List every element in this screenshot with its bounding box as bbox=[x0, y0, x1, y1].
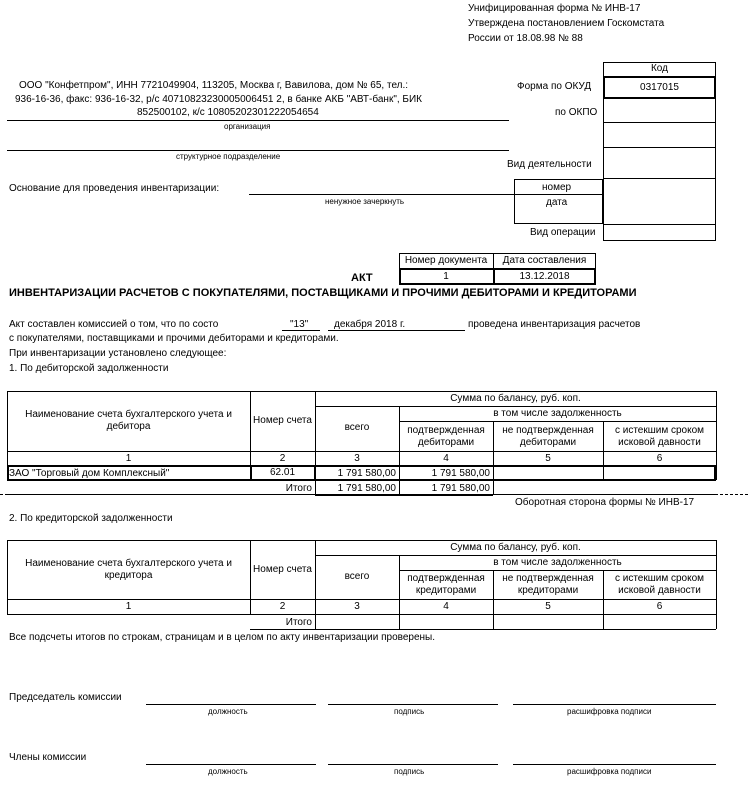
t1-num-1: 1 bbox=[125, 452, 132, 464]
chairman-signature-line[interactable] bbox=[328, 704, 498, 705]
t2-col-expired: с истекшим сроком исковой давности bbox=[614, 573, 705, 596]
chairman-decoding-line[interactable] bbox=[513, 704, 716, 705]
t1-row-unconfirmed bbox=[493, 466, 603, 480]
t1-col-sum: Сумма по балансу, руб. коп. bbox=[450, 393, 581, 404]
subdivision-caption: структурное подразделение bbox=[176, 152, 281, 161]
doc-date: 13.12.2018 bbox=[519, 270, 570, 282]
member-signature-caption: подпись bbox=[394, 767, 425, 776]
t1-num-3: 3 bbox=[354, 452, 360, 464]
act-title: ИНВЕНТАРИЗАЦИИ РАСЧЕТОВ С ПОКУПАТЕЛЯМИ, ПОСТАВЩИКАМИ И ПРОЧИМИ ДЕБИТОРАМИ И КРЕДИТОРАМИ bbox=[9, 287, 637, 299]
t2-col-unconfirmed: не подтвержденная кредиторами bbox=[502, 573, 594, 596]
t1-num-6: 6 bbox=[656, 452, 663, 464]
t2-num-5: 5 bbox=[545, 601, 551, 612]
t1-col-total: всего bbox=[344, 422, 370, 433]
intro-month-year: декабря 2018 г. bbox=[334, 319, 406, 330]
page-fold-divider bbox=[0, 494, 748, 495]
basis-date-label: дата bbox=[546, 197, 568, 208]
member-decoding-caption: расшифровка подписи bbox=[567, 767, 652, 776]
intro-day: "13" bbox=[290, 319, 309, 330]
okud-value: 0317015 bbox=[640, 81, 679, 93]
verified-statement: Все подсчеты итогов по строкам, страницам и в целом по акту инвентаризации проверены. bbox=[9, 632, 436, 643]
t1-row-name: ЗАО "Торговый дом Комплексный" bbox=[9, 467, 170, 479]
t2-col-sum: Сумма по балансу, руб. коп. bbox=[450, 542, 581, 553]
basis-caption: ненужное зачеркнуть bbox=[325, 197, 405, 206]
chairman-position-caption: должность bbox=[208, 707, 248, 716]
okpo-label: по ОКПО bbox=[555, 107, 598, 118]
section-1-title: 1. По дебиторской задолженности bbox=[9, 363, 169, 374]
okpo-value bbox=[603, 99, 716, 122]
intro-line-3: При инвентаризации установлено следующее: bbox=[9, 348, 227, 359]
member-signature-line[interactable] bbox=[328, 764, 498, 765]
doc-date-header: Дата составления bbox=[502, 255, 587, 266]
t1-col-expired: с истекшим сроком исковой давности bbox=[614, 424, 705, 448]
t2-col-confirmed: подтвержденная кредиторами bbox=[407, 573, 485, 596]
basis-label: Основание для проведения инвентаризации: bbox=[9, 183, 220, 194]
t1-itogo-total: 1 791 580,00 bbox=[337, 482, 396, 494]
chairman-label: Председатель комиссии bbox=[9, 692, 122, 703]
form-approval-date: России от 18.08.98 № 88 bbox=[468, 33, 583, 44]
t2-num-3: 3 bbox=[354, 601, 360, 612]
member-decoding-line[interactable] bbox=[513, 764, 716, 765]
operation-label: Вид операции bbox=[530, 227, 596, 238]
t2-col-total: всего bbox=[344, 571, 370, 582]
code-header: Код bbox=[650, 63, 668, 74]
organization-line-3: 852500102, к/с 10805202301222054654 bbox=[137, 107, 319, 118]
t1-itogo-confirmed: 1 791 580,00 bbox=[431, 482, 490, 494]
chairman-decoding-caption: расшифровка подписи bbox=[567, 707, 652, 716]
okud-label: Форма по ОКУД bbox=[517, 81, 592, 92]
t2-num-2: 2 bbox=[279, 601, 286, 612]
t1-col-confirmed: подтвержденная дебиторами bbox=[407, 424, 485, 448]
doc-number-header: Номер документа bbox=[404, 255, 488, 266]
t1-col-name: Наименование счета бухгалтерского учета и дебитора bbox=[25, 409, 232, 432]
intro-line-2: с покупателями, поставщиками и прочими дебиторами и кредиторами. bbox=[9, 333, 339, 344]
t1-num-2: 2 bbox=[279, 452, 286, 464]
t1-row-account: 62.01 bbox=[269, 467, 296, 478]
t1-num-4: 4 bbox=[443, 452, 449, 464]
act-title-word: АКТ bbox=[351, 272, 373, 284]
t2-col-name: Наименование счета бухгалтерского учета и кредитора bbox=[25, 558, 232, 581]
chairman-position-line[interactable] bbox=[146, 704, 316, 705]
form-approval: Утверждена постановлением Госкомстата bbox=[468, 18, 665, 29]
t1-itogo-label: Итого bbox=[285, 482, 312, 494]
form-name: Унифицированная форма № ИНВ-17 bbox=[468, 3, 641, 14]
doc-number: 1 bbox=[443, 270, 449, 282]
t2-col-incl: в том числе задолженность bbox=[493, 557, 622, 568]
organization-line-2: 936-16-36, факс: 936-16-32, р/с 40710823230005006451 2, в банке АКБ "АВТ-банк", БИК bbox=[15, 94, 423, 105]
back-side-label: Оборотная сторона формы № ИНВ-17 bbox=[515, 497, 695, 508]
basis-number-label: номер bbox=[542, 182, 572, 193]
intro-line-1-end: проведена инвентаризация расчетов bbox=[468, 319, 641, 330]
intro-line-1: Акт составлен комиссией о том, что по состо bbox=[9, 319, 219, 330]
section-2-title: 2. По кредиторской задолженности bbox=[9, 513, 173, 524]
t2-num-6: 6 bbox=[656, 601, 663, 612]
t2-num-4: 4 bbox=[443, 601, 449, 612]
t1-col-incl: в том числе задолженность bbox=[493, 408, 622, 419]
organization-caption: организация bbox=[224, 122, 271, 131]
t1-col-unconfirmed: не подтвержденная дебиторами bbox=[502, 424, 594, 448]
organization-line-1: ООО "Конфетпром", ИНН 7721049904, 113205, Москва г, Вавилова, дом № 65, тел.: bbox=[19, 80, 409, 91]
t1-row-total: 1 791 580,00 bbox=[337, 467, 396, 479]
t2-col-account: Номер счета bbox=[253, 564, 312, 575]
t1-col-account: Номер счета bbox=[253, 415, 312, 426]
activity-label: Вид деятельности bbox=[507, 159, 592, 170]
member-position-line[interactable] bbox=[146, 764, 316, 765]
t2-itogo-label: Итого bbox=[285, 616, 312, 628]
t2-num-1: 1 bbox=[125, 601, 132, 612]
t1-row-confirmed: 1 791 580,00 bbox=[431, 467, 490, 479]
t1-row-expired bbox=[603, 466, 716, 480]
members-label: Члены комиссии bbox=[9, 752, 87, 763]
member-position-caption: должность bbox=[208, 767, 248, 776]
t1-num-5: 5 bbox=[545, 452, 551, 464]
chairman-signature-caption: подпись bbox=[394, 707, 425, 716]
